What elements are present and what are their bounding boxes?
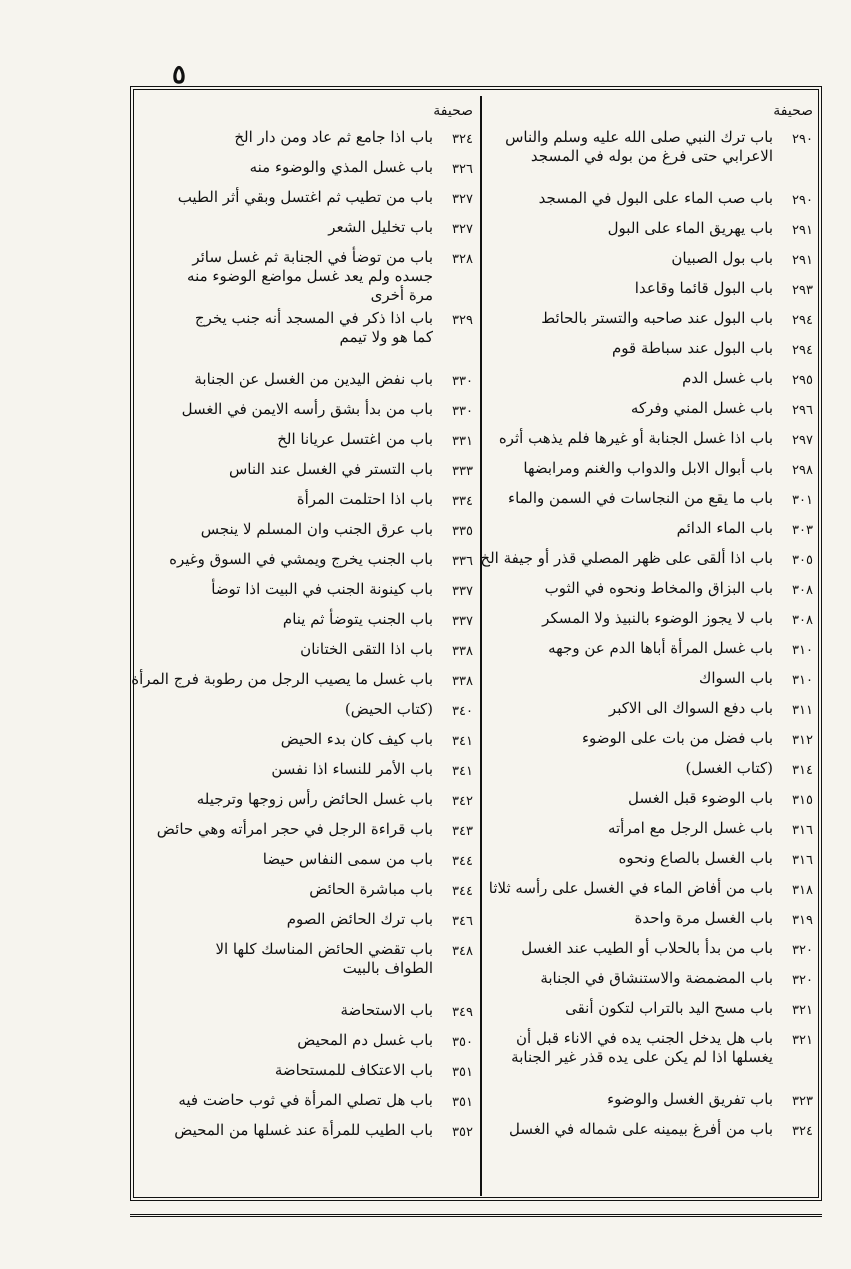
entry-title: باب دفع السواك الى الاكبر	[608, 699, 773, 717]
entry-page-number: ٣٠٣	[792, 523, 813, 538]
entry-page-number: ٣٢٧	[452, 222, 473, 237]
entry-title: باب اذا ذكر في المسجد أنه جنب يخرج كما هو ولا تيمم	[194, 309, 433, 346]
entry-page-number: ٣٢٤	[452, 132, 473, 147]
entry-page-number: ٣٤٤	[452, 884, 473, 899]
entry-page-number: ٣٢١	[792, 1033, 813, 1048]
index-entry	[173, 1121, 473, 1151]
entry-page-number: ٣١٦	[792, 823, 813, 838]
entry-page-number: ٣٢٩	[452, 313, 473, 328]
entry-page-number: ٣٠١	[792, 493, 813, 508]
index-entry	[483, 909, 813, 939]
index-entry	[483, 759, 813, 789]
entry-title: باب اذا جامع ثم عاد ومن دار الخ	[234, 128, 433, 146]
entry-title: باب نفض اليدين من الغسل عن الجنابة	[194, 370, 433, 388]
entry-page-number: ٣٢٦	[452, 162, 473, 177]
entry-page-number: ٣١٠	[792, 673, 813, 688]
index-entry	[483, 399, 813, 429]
entry-page-number: ٣١٢	[792, 733, 813, 748]
entry-page-number: ٣٢٠	[792, 943, 813, 958]
index-entry	[156, 820, 473, 850]
index-entry	[483, 969, 813, 999]
entry-page-number: ٣٤٣	[452, 824, 473, 839]
entry-title: باب من اغتسل عريانا الخ	[277, 430, 433, 448]
index-entry	[483, 369, 813, 399]
entry-page-number: ٣٣٤	[452, 494, 473, 509]
entry-title: باب مباشرة الحائض	[309, 880, 433, 898]
entry-page-number: ٣٢٤	[792, 1124, 813, 1139]
entry-page-number: ٣١٩	[792, 913, 813, 928]
entry-title: باب الاعتكاف للمستحاضة	[274, 1061, 433, 1079]
index-entry	[173, 910, 473, 940]
entry-title: باب البول عند سباطة قوم	[611, 339, 773, 357]
index-entry	[483, 1029, 813, 1090]
entry-page-number: ٣٣٠	[452, 374, 473, 389]
index-entry	[173, 1031, 473, 1061]
entry-page-number: ٣٥١	[452, 1095, 473, 1110]
entry-title: باب البزاق والمخاط ونحوه في الثوب	[544, 579, 773, 597]
index-entry	[173, 430, 473, 460]
index-entry	[173, 158, 473, 188]
entry-title: باب غسل ما يصيب الرجل من رطوبة فرج المرأة	[131, 670, 433, 688]
index-entry	[483, 789, 813, 819]
page-number: ٥	[172, 60, 186, 90]
index-entry	[173, 940, 473, 1001]
entry-page-number: ٣٢٠	[792, 973, 813, 988]
entry-title: باب من سمى النفاس حيضا	[262, 850, 433, 868]
entry-title: باب هل يدخل الجنب يده في الاناء قبل أن يغسلها اذا لم يكن على يده قذر غير الجنابة	[511, 1029, 773, 1066]
index-entry	[173, 188, 473, 218]
index-entry	[173, 640, 473, 670]
entry-title: باب اذا ألقى على ظهر المصلي قذر أو جيفة الخ	[480, 549, 773, 567]
entry-title: باب الماء الدائم	[676, 519, 773, 537]
entry-page-number: ٣٣١	[452, 434, 473, 449]
entry-title: باب تفريق الغسل والوضوء	[607, 1090, 773, 1108]
index-entry	[483, 459, 813, 489]
index-entry	[173, 248, 473, 309]
entry-page-number: ٢٩٦	[792, 403, 813, 418]
entry-page-number: ٣٤٨	[452, 944, 473, 959]
entry-title: باب فضل من بات على الوضوء	[581, 729, 773, 747]
entry-page-number: ٣٤٦	[452, 914, 473, 929]
index-entry	[173, 460, 473, 490]
index-entry	[483, 189, 813, 219]
entry-page-number: ٢٩٤	[792, 343, 813, 358]
entry-title: باب البول قائما وقاعدا	[634, 279, 773, 297]
entry-page-number: ٣٢١	[792, 1003, 813, 1018]
entry-page-number: ٣١١	[792, 703, 813, 718]
entry-title: باب الجنب يخرج ويمشي في السوق وغيره	[169, 550, 433, 568]
entry-page-number: ٣٤٢	[452, 794, 473, 809]
entry-page-number: ٣٥٠	[452, 1035, 473, 1050]
entry-title: باب غسل الحائض رأس زوجها وترجيله	[196, 790, 433, 808]
index-entry	[483, 339, 813, 369]
index-entry	[169, 550, 473, 580]
entry-page-number: ٣٤٤	[452, 854, 473, 869]
entry-page-number: ٢٩١	[792, 253, 813, 268]
entry-page-number: ٢٩١	[792, 223, 813, 238]
index-entry	[483, 489, 813, 519]
right-column	[480, 98, 813, 1150]
entry-page-number: ٣٥٢	[452, 1125, 473, 1140]
entry-page-number: ٣٣٨	[452, 674, 473, 689]
entry-title: باب الأمر للنساء اذا نفسن	[271, 760, 433, 778]
index-entry	[173, 128, 473, 158]
entry-page-number: ٢٩٧	[792, 433, 813, 448]
index-entry	[173, 580, 473, 610]
index-entry	[131, 670, 473, 700]
index-entry	[483, 1090, 813, 1120]
entry-page-number: ٣١٤	[792, 763, 813, 778]
entry-page-number: ٣٤٠	[452, 704, 473, 719]
entry-page-number: ٢٩٠	[792, 193, 813, 208]
index-entry	[173, 370, 473, 400]
index-entry	[480, 549, 813, 579]
index-entry	[483, 819, 813, 849]
index-entry	[173, 218, 473, 248]
index-entry	[483, 609, 813, 639]
entry-title: باب التستر في الغسل عند الناس	[228, 460, 433, 478]
entry-title: باب السواك	[698, 669, 773, 687]
entry-page-number: ٣٣٠	[452, 404, 473, 419]
index-entry	[483, 279, 813, 309]
entry-title: باب اذا غسل الجنابة أو غيرها فلم يذهب أثره	[498, 429, 773, 447]
entry-title: باب قراءة الرجل في حجر امرأته وهي حائض	[156, 820, 433, 838]
entry-page-number: ٣٢٧	[452, 192, 473, 207]
entry-title: باب من توضأ في الجنابة ثم غسل سائر جسده ولم يعد غسل مواضع الوضوء منه مرة أخرى	[187, 248, 433, 304]
entry-title: (كتاب الحيض)	[344, 700, 433, 718]
entry-page-number: ٣٣٣	[452, 464, 473, 479]
index-entry	[173, 850, 473, 880]
bottom-rule	[130, 1214, 822, 1217]
index-entry	[483, 669, 813, 699]
index-entry	[483, 429, 813, 459]
index-entry	[173, 520, 473, 550]
column-divider	[480, 96, 482, 1196]
entry-page-number: ٣٠٥	[792, 553, 813, 568]
index-entry	[173, 1001, 473, 1031]
entry-title: باب غسل الرجل مع امرأته	[607, 819, 773, 837]
right-column-header: صحيفة	[773, 103, 813, 119]
index-entry	[173, 1061, 473, 1091]
entry-title: باب من بدأ بالحلاب أو الطيب عند الغسل	[521, 939, 773, 957]
entry-title: باب بول الصبيان	[671, 249, 773, 267]
entry-title: باب كيف كان بدء الحيض	[280, 730, 433, 748]
entry-page-number: ٣٣٥	[452, 524, 473, 539]
index-entry	[173, 490, 473, 520]
entry-page-number: ٢٩٨	[792, 463, 813, 478]
entry-page-number: ٣٤٩	[452, 1005, 473, 1020]
left-column	[131, 98, 473, 1151]
index-entry	[483, 849, 813, 879]
entry-title: باب عرق الجنب وان المسلم لا ينجس	[200, 520, 433, 538]
entry-title: باب هل تصلي المرأة في ثوب حاضت فيه	[178, 1091, 433, 1109]
index-entry	[173, 400, 473, 430]
entry-page-number: ٣٣٧	[452, 614, 473, 629]
index-entry	[483, 939, 813, 969]
entry-title: باب تقضي الحائض المناسك كلها الا الطواف بالبيت	[215, 940, 433, 977]
index-entry	[483, 879, 813, 909]
entry-title: باب غسل المني وفركه	[630, 399, 773, 417]
left-column-header: صحيفة	[433, 103, 473, 119]
entry-page-number: ٣٠٨	[792, 613, 813, 628]
index-entry	[173, 880, 473, 910]
entry-title: باب كينونة الجنب في البيت اذا توضأ	[211, 580, 433, 598]
entry-title: باب الجنب يتوضأ ثم ينام	[282, 610, 433, 628]
index-entry	[173, 790, 473, 820]
entry-page-number: ٣٣٦	[452, 554, 473, 569]
index-entry	[483, 729, 813, 759]
entry-page-number: ٢٩٤	[792, 313, 813, 328]
index-entry	[173, 309, 473, 370]
entry-page-number: ٣١٦	[792, 853, 813, 868]
entry-title: باب تخليل الشعر	[328, 218, 433, 236]
index-entry	[483, 579, 813, 609]
index-entry	[483, 699, 813, 729]
entry-page-number: ٣٣٧	[452, 584, 473, 599]
entry-page-number: ٣٠٨	[792, 583, 813, 598]
entry-page-number: ٣١٥	[792, 793, 813, 808]
entry-title: باب اذا التقى الختانان	[300, 640, 433, 658]
entry-page-number: ٢٩٠	[792, 132, 813, 147]
entry-title: باب الوضوء قبل الغسل	[628, 789, 773, 807]
entry-page-number: ٣٢٨	[452, 252, 473, 267]
index-entry	[173, 730, 473, 760]
entry-page-number: ٣١٠	[792, 643, 813, 658]
entry-title: باب غسل المذي والوضوء منه	[249, 158, 433, 176]
entry-title: (كتاب الغسل)	[685, 759, 773, 777]
index-entry	[173, 1091, 473, 1121]
entry-title: باب من أفرغ بيمينه على شماله في الغسل	[509, 1120, 773, 1138]
entry-page-number: ٣٤١	[452, 734, 473, 749]
entry-page-number: ٣٢٣	[792, 1094, 813, 1109]
index-entry	[483, 219, 813, 249]
index-entry	[173, 700, 473, 730]
entry-title: باب غسل الدم	[682, 369, 773, 387]
index-entry	[483, 128, 813, 189]
index-entry	[483, 249, 813, 279]
index-entry	[483, 309, 813, 339]
entry-title: باب غسل المرأة أباها الدم عن وجهه	[548, 639, 773, 657]
entry-page-number: ٣١٨	[792, 883, 813, 898]
entry-title: باب ما يقع من النجاسات في السمن والماء	[508, 489, 773, 507]
entry-title: باب الغسل مرة واحدة	[634, 909, 773, 927]
entry-page-number: ٣٥١	[452, 1065, 473, 1080]
entry-title: باب صب الماء على البول في المسجد	[538, 189, 773, 207]
index-entry	[483, 639, 813, 669]
entry-page-number: ٢٩٥	[792, 373, 813, 388]
entry-title: باب الغسل بالصاع ونحوه	[618, 849, 773, 867]
entry-page-number: ٣٣٨	[452, 644, 473, 659]
entry-title: باب لا يجوز الوضوء بالنبيذ ولا المسكر	[542, 609, 773, 627]
entry-title: باب غسل دم المحيض	[297, 1031, 433, 1049]
entry-title: باب أبوال الابل والدواب والغنم ومرابضها	[523, 459, 773, 477]
index-entry	[483, 1120, 813, 1150]
entry-title: باب من أفاض الماء في الغسل على رأسه ثلاثا	[488, 879, 773, 897]
entry-page-number: ٢٩٣	[792, 283, 813, 298]
index-entry	[173, 610, 473, 640]
index-entry	[483, 999, 813, 1029]
entry-title: باب مسح اليد بالتراب لتكون أنقى	[565, 999, 773, 1017]
entry-title: باب من بدأ بشق رأسه الايمن في الغسل	[181, 400, 433, 418]
entry-page-number: ٣٤١	[452, 764, 473, 779]
entry-title: باب يهريق الماء على البول	[607, 219, 773, 237]
entry-title: باب الاستحاضة	[340, 1001, 433, 1019]
entry-title: باب ترك النبي صلى الله عليه وسلم والناس الاعرابي حتى فرغ من بوله في المسجد	[505, 128, 773, 165]
entry-title: باب من تطيب ثم اغتسل وبقي أثر الطيب	[177, 188, 433, 206]
entry-title: باب ترك الحائض الصوم	[286, 910, 433, 928]
index-entry	[483, 519, 813, 549]
index-entry	[173, 760, 473, 790]
entry-title: باب الطيب للمرأة عند غسلها من المحيض	[174, 1121, 433, 1139]
entry-title: باب البول عند صاحبه والتستر بالحائط	[541, 309, 773, 327]
entry-title: باب المضمضة والاستنشاق في الجنابة	[540, 969, 773, 987]
entry-title: باب اذا احتلمت المرأة	[296, 490, 433, 508]
